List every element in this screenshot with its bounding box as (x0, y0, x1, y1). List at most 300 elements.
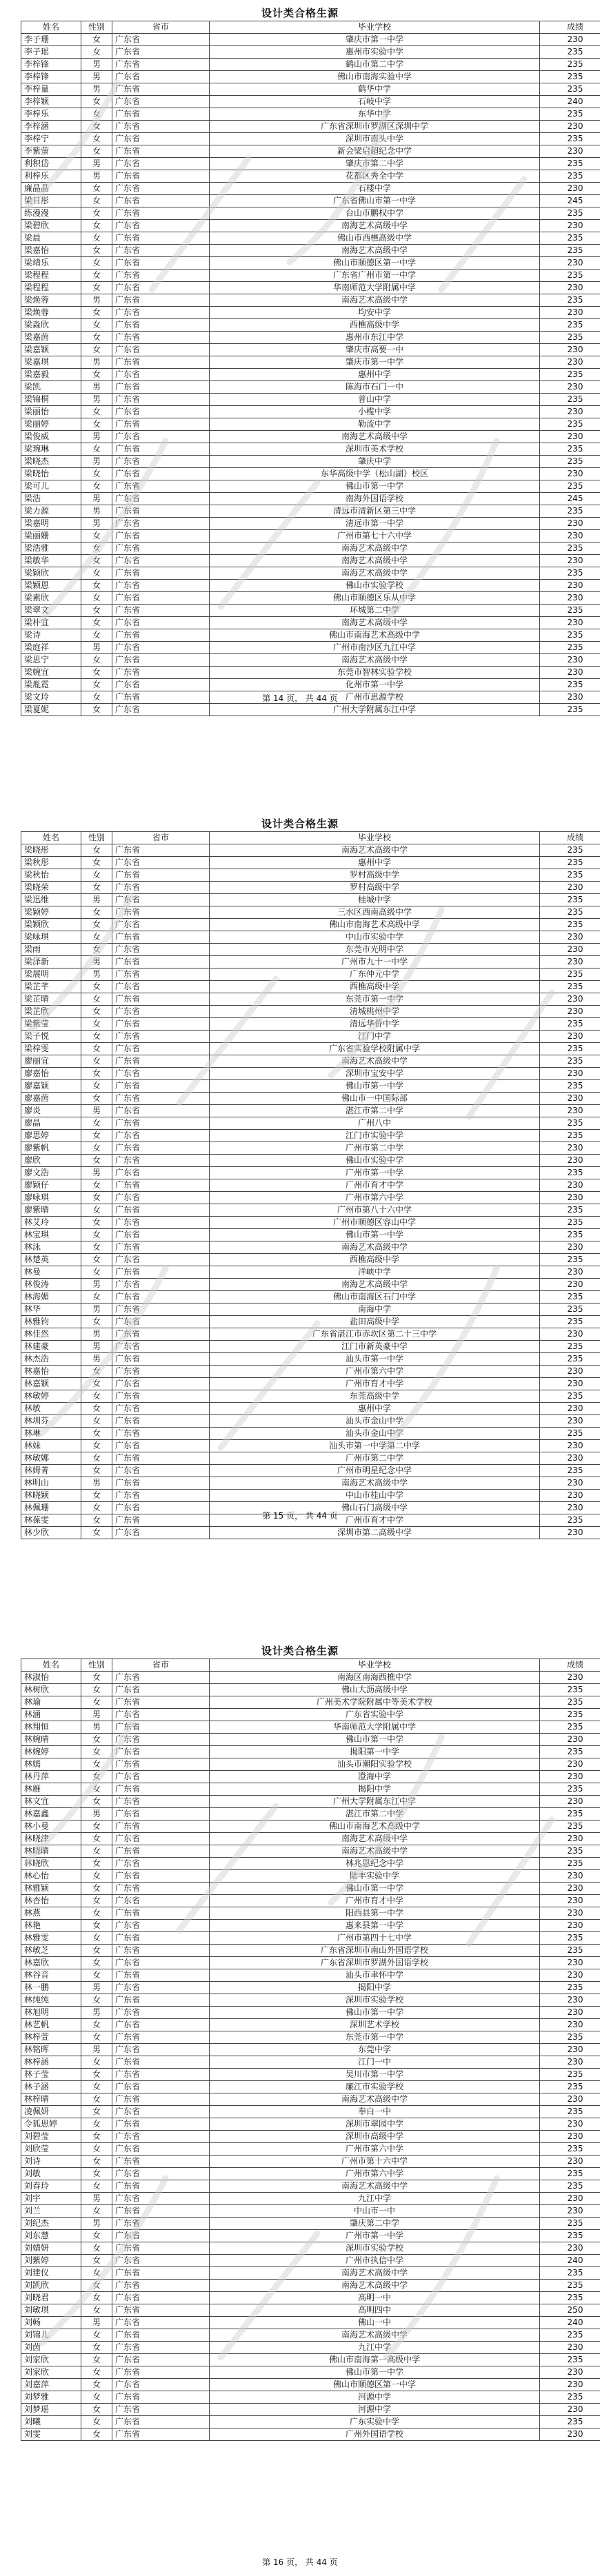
cell-sex: 男 (81, 170, 112, 183)
cell-province: 广东省 (112, 2143, 210, 2156)
cell-province: 广东省 (112, 2391, 210, 2404)
cell-score: 230 (540, 555, 600, 567)
cell-name: 梁素欣 (21, 592, 81, 605)
cell-school: 西樵高级中学 (210, 981, 540, 993)
table-row (21, 1932, 600, 1945)
cell-province: 广东省 (112, 555, 210, 567)
cell-province: 广东省 (112, 1982, 210, 1994)
cell-score: 230 (540, 1328, 600, 1341)
table-row (21, 857, 600, 869)
cell-score: 230 (540, 1771, 600, 1783)
cell-name: 梁雨 (21, 944, 81, 956)
cell-score: 245 (540, 195, 600, 207)
cell-score: 235 (540, 1465, 600, 1477)
cell-province: 广东省 (112, 981, 210, 993)
table-row (21, 1353, 600, 1366)
cell-school: 深圳市美术学校 (210, 443, 540, 456)
cell-province: 广东省 (112, 1746, 210, 1758)
cell-school: 深圳市实验学校 (210, 2242, 540, 2255)
cell-name: 李子瑶 (21, 46, 81, 59)
cell-score: 235 (540, 1341, 600, 1353)
cell-sex: 女 (81, 2205, 112, 2218)
cell-province: 广东省 (112, 1870, 210, 1883)
cell-sex: 女 (81, 2131, 112, 2143)
cell-school: 广州八中 (210, 1117, 540, 1130)
cell-name: 刘宇 (21, 2193, 81, 2205)
cell-school: 小榄中学 (210, 406, 540, 418)
cell-province: 广东省 (112, 1378, 210, 1390)
cell-name: 梁咏琪 (21, 931, 81, 944)
cell-score: 235 (540, 1353, 600, 1366)
cell-school: 东莞高级中学 (210, 1390, 540, 1403)
cell-province: 广东省 (112, 1403, 210, 1415)
table-row (21, 1415, 600, 1428)
cell-school: 河源中学 (210, 2404, 540, 2416)
cell-school: 河源中学 (210, 2391, 540, 2404)
cell-score: 235 (540, 158, 600, 170)
cell-name: 廖咏琪 (21, 1192, 81, 1204)
cell-school: 揭阳中学 (210, 1982, 540, 1994)
cell-name: 李梓锋 (21, 59, 81, 71)
cell-score: 230 (540, 993, 600, 1006)
cell-province: 广东省 (112, 2180, 210, 2193)
cell-province: 广东省 (112, 1969, 210, 1982)
cell-sex: 女 (81, 2255, 112, 2267)
cell-score: 235 (540, 2069, 600, 2081)
cell-sex: 女 (81, 1204, 112, 1217)
cell-name: 刘诗 (21, 2156, 81, 2168)
cell-score: 230 (540, 1758, 600, 1771)
table-row (21, 133, 600, 145)
table-row (21, 1279, 600, 1291)
cell-province: 广东省 (112, 1266, 210, 1279)
table-row (21, 869, 600, 882)
cell-score: 230 (540, 2118, 600, 2131)
table-row (21, 1957, 600, 1969)
cell-province: 广东省 (112, 418, 210, 431)
cell-school: 广州市第十六中学 (210, 2156, 540, 2168)
table-row (21, 2131, 600, 2143)
cell-sex: 女 (81, 2416, 112, 2428)
cell-school: 惠州市实验中学 (210, 46, 540, 59)
cell-sex: 女 (81, 1366, 112, 1378)
cell-score: 235 (540, 2292, 600, 2304)
cell-province: 广东省 (112, 381, 210, 394)
cell-name: 梁晓荣 (21, 882, 81, 894)
cell-score: 230 (540, 1883, 600, 1895)
cell-score: 250 (540, 2304, 600, 2317)
cell-sex: 女 (81, 944, 112, 956)
cell-sex: 女 (81, 1833, 112, 1845)
table-row (21, 2218, 600, 2230)
cell-province: 广东省 (112, 2255, 210, 2267)
cell-school: 汕头市聿怀中学 (210, 1969, 540, 1982)
cell-province: 广东省 (112, 2056, 210, 2069)
cell-name: 梁文玲 (21, 691, 81, 704)
cell-province: 广东省 (112, 1192, 210, 1204)
cell-score: 230 (540, 145, 600, 158)
cell-score: 235 (540, 642, 600, 654)
cell-name: 刘敏琪 (21, 2304, 81, 2317)
cell-name: 梁子悦 (21, 1031, 81, 1043)
cell-province: 广东省 (112, 456, 210, 468)
cell-school: 揭阳中学 (210, 1783, 540, 1796)
cell-school: 清远华侨中学 (210, 1018, 540, 1031)
cell-school: 广州美术学院附属中等美术学校 (210, 1696, 540, 1709)
table-row (21, 1982, 600, 1994)
table-row (21, 431, 600, 443)
cell-school: 佛山石门高级中学 (210, 1502, 540, 1514)
cell-score: 230 (540, 956, 600, 968)
cell-name: 林姆菁 (21, 1465, 81, 1477)
cell-sex: 男 (81, 1167, 112, 1179)
cell-sex: 女 (81, 195, 112, 207)
cell-sex: 女 (81, 2404, 112, 2416)
cell-name: 廖文浩 (21, 1167, 81, 1179)
cell-sex: 女 (81, 332, 112, 344)
cell-sex: 女 (81, 1527, 112, 1539)
cell-score: 245 (540, 493, 600, 505)
table-row (21, 2069, 600, 2081)
cell-province: 广东省 (112, 1155, 210, 1167)
cell-sex: 女 (81, 654, 112, 667)
cell-school: 深圳市高级中学 (210, 2131, 540, 2143)
cell-score: 240 (540, 2255, 600, 2267)
cell-sex: 男 (81, 2007, 112, 2019)
cell-name: 梁胤霓 (21, 679, 81, 691)
cell-province: 广东省 (112, 1440, 210, 1452)
cell-school: 南海艺术高级中学 (210, 567, 540, 580)
cell-province: 广东省 (112, 505, 210, 518)
cell-school: 广东实验中学 (210, 2416, 540, 2428)
cell-sex: 女 (81, 480, 112, 493)
cell-school: 广州市育才中学 (210, 1514, 540, 1527)
cell-score: 235 (540, 1229, 600, 1241)
table-row (21, 307, 600, 319)
table-row (21, 629, 600, 642)
cell-school: 广东省佛山市第一中学 (210, 195, 540, 207)
cell-province: 广东省 (112, 133, 210, 145)
cell-school: 广东省实验中学 (210, 1709, 540, 1721)
cell-name: 练漫漫 (21, 207, 81, 220)
cell-score: 230 (540, 1440, 600, 1452)
page-16-title: 设计类合格生源 (261, 1645, 339, 1657)
cell-province: 广东省 (112, 1821, 210, 1833)
cell-sex: 女 (81, 1018, 112, 1031)
cell-school: 深圳市翠园中学 (210, 2118, 540, 2131)
cell-sex: 女 (81, 844, 112, 857)
cell-score: 235 (540, 1316, 600, 1328)
cell-province: 广东省 (112, 1167, 210, 1179)
cell-score: 235 (540, 1043, 600, 1055)
cell-score: 230 (540, 1969, 600, 1982)
cell-name: 梁紫莹 (21, 1018, 81, 1031)
cell-name: 梁庭祥 (21, 642, 81, 654)
cell-province: 广东省 (112, 195, 210, 207)
table-row (21, 505, 600, 518)
table-row (21, 1266, 600, 1279)
cell-province: 广东省 (112, 1994, 210, 2007)
cell-score: 230 (540, 1093, 600, 1105)
cell-score: 235 (540, 1709, 600, 1721)
cell-province: 广东省 (112, 2031, 210, 2044)
cell-province: 广东省 (112, 257, 210, 270)
cell-name: 林一鹏 (21, 1982, 81, 1994)
cell-name: 林谷音 (21, 1969, 81, 1982)
cell-name: 林圳芬 (21, 1415, 81, 1428)
cell-score: 235 (540, 1055, 600, 1068)
table-row (21, 1771, 600, 1783)
cell-name: 李梓颖 (21, 96, 81, 108)
cell-sex: 女 (81, 2267, 112, 2280)
cell-province: 广东省 (112, 629, 210, 642)
cell-province: 广东省 (112, 1353, 210, 1366)
cell-school: 化州市第一中学 (210, 679, 540, 691)
cell-score: 230 (540, 34, 600, 46)
cell-province: 广东省 (112, 679, 210, 691)
cell-school: 高明一中 (210, 2292, 540, 2304)
cell-sex: 女 (81, 2106, 112, 2118)
cell-province: 广东省 (112, 956, 210, 968)
cell-score: 235 (540, 567, 600, 580)
table-row (21, 981, 600, 993)
header-score: 成绩 (540, 21, 600, 34)
cell-province: 广东省 (112, 1415, 210, 1428)
cell-score: 235 (540, 332, 600, 344)
cell-name: 林雅颖 (21, 1883, 81, 1895)
cell-score: 235 (540, 844, 600, 857)
table-row (21, 1055, 600, 1068)
cell-province: 广东省 (112, 145, 210, 158)
header-province: 省市 (112, 1659, 210, 1672)
cell-sex: 男 (81, 1808, 112, 1821)
cell-score: 235 (540, 232, 600, 245)
table-row (21, 34, 600, 46)
cell-score: 230 (540, 2379, 600, 2391)
cell-province: 广东省 (112, 294, 210, 307)
table-row (21, 1006, 600, 1018)
cell-province: 广东省 (112, 1920, 210, 1932)
cell-name: 刘雯 (21, 2428, 81, 2441)
table-row (21, 2168, 600, 2180)
cell-sex: 女 (81, 1465, 112, 1477)
cell-school: 惠州中学 (210, 1403, 540, 1415)
cell-school: 江门市新英豪中学 (210, 1341, 540, 1353)
cell-province: 广东省 (112, 530, 210, 542)
table-row (21, 2342, 600, 2354)
table-row (21, 2031, 600, 2044)
cell-sex: 女 (81, 1746, 112, 1758)
page-14-footer: 第 14 页， 共 44 页 (262, 693, 338, 703)
cell-score: 235 (540, 170, 600, 183)
cell-sex: 男 (81, 356, 112, 369)
cell-sex: 女 (81, 307, 112, 319)
table-row (21, 2416, 600, 2428)
cell-name: 林雅雯 (21, 1932, 81, 1945)
cell-score: 230 (540, 2404, 600, 2416)
cell-name: 廉晶晶 (21, 183, 81, 195)
cell-name: 刘春玲 (21, 2180, 81, 2193)
table-row (21, 642, 600, 654)
cell-sex: 女 (81, 2379, 112, 2391)
cell-province: 广东省 (112, 170, 210, 183)
cell-name: 令狐思婷 (21, 2118, 81, 2131)
table-row (21, 1080, 600, 1093)
cell-sex: 女 (81, 542, 112, 555)
cell-sex: 女 (81, 1771, 112, 1783)
cell-province: 广东省 (112, 1672, 210, 1684)
table-row (21, 2007, 600, 2019)
cell-sex: 女 (81, 555, 112, 567)
cell-sex: 男 (81, 2218, 112, 2230)
table-row (21, 1217, 600, 1229)
cell-name: 林艺帆 (21, 2019, 81, 2031)
table-row (21, 906, 600, 919)
cell-name: 刘纪杰 (21, 2218, 81, 2230)
cell-province: 广东省 (112, 1080, 210, 1093)
cell-name: 林晓欣 (21, 1858, 81, 1870)
cell-score: 235 (540, 1117, 600, 1130)
cell-sex: 女 (81, 1254, 112, 1266)
table-row (21, 1452, 600, 1465)
cell-province: 广东省 (112, 1179, 210, 1192)
cell-name: 刘曦 (21, 2416, 81, 2428)
table-row (21, 542, 600, 555)
cell-school: 东莞市第一中学 (210, 993, 540, 1006)
cell-name: 梁琬琳 (21, 443, 81, 456)
cell-score: 235 (540, 1721, 600, 1734)
table-row (21, 1117, 600, 1130)
cell-score: 235 (540, 369, 600, 381)
cell-sex: 女 (81, 993, 112, 1006)
table-row (21, 1490, 600, 1502)
cell-school: 广东省深圳市南山外国语学校 (210, 1945, 540, 1957)
cell-province: 广东省 (112, 406, 210, 418)
table-row (21, 121, 600, 133)
cell-sex: 女 (81, 257, 112, 270)
cell-school: 南海艺术高级中学 (210, 1477, 540, 1490)
cell-sex: 女 (81, 1093, 112, 1105)
cell-name: 梁凯 (21, 381, 81, 394)
table-row (21, 270, 600, 282)
table-row (21, 1328, 600, 1341)
cell-name: 梁婉宜 (21, 667, 81, 679)
cell-sex: 女 (81, 906, 112, 919)
cell-province: 广东省 (112, 394, 210, 406)
cell-sex: 女 (81, 2118, 112, 2131)
cell-school: 南海艺术高级中学 (210, 2093, 540, 2106)
cell-sex: 男 (81, 1721, 112, 1734)
cell-score: 230 (540, 2056, 600, 2069)
cell-name: 林小曼 (21, 1821, 81, 1833)
cell-name: 梁颖恩 (21, 580, 81, 592)
cell-province: 广东省 (112, 2304, 210, 2317)
cell-sex: 女 (81, 1142, 112, 1155)
cell-score: 235 (540, 319, 600, 332)
cell-score: 230 (540, 1920, 600, 1932)
cell-school: 广州市第六中学 (210, 1192, 540, 1204)
table-row (21, 704, 600, 716)
cell-score: 230 (540, 220, 600, 232)
table-row (21, 108, 600, 121)
header-province: 省市 (112, 21, 210, 34)
table-row (21, 46, 600, 59)
cell-school: 佛山市一中国际部 (210, 1093, 540, 1105)
cell-score: 230 (540, 1378, 600, 1390)
cell-sex: 女 (81, 96, 112, 108)
cell-province: 广东省 (112, 1006, 210, 1018)
cell-score: 230 (540, 257, 600, 270)
cell-sex: 女 (81, 2056, 112, 2069)
cell-sex: 男 (81, 1341, 112, 1353)
cell-province: 广东省 (112, 2081, 210, 2093)
table-row (21, 919, 600, 931)
cell-sex: 女 (81, 1043, 112, 1055)
cell-score: 235 (540, 679, 600, 691)
cell-school: 南海艺术高级中学 (210, 431, 540, 443)
cell-sex: 女 (81, 282, 112, 294)
cell-school: 广东省深圳市罗湖区深圳中学 (210, 121, 540, 133)
cell-name: 廖思婷 (21, 1130, 81, 1142)
cell-sex: 女 (81, 1758, 112, 1771)
cell-score: 230 (540, 1870, 600, 1883)
cell-school: 南海艺术高级中学 (210, 2280, 540, 2292)
table-row (21, 2205, 600, 2218)
cell-province: 广东省 (112, 220, 210, 232)
cell-score: 230 (540, 1502, 600, 1514)
cell-name: 廖紫晴 (21, 1204, 81, 1217)
cell-name: 梁力源 (21, 505, 81, 518)
cell-score: 235 (540, 2031, 600, 2044)
cell-province: 广东省 (112, 993, 210, 1006)
cell-name: 刘凯欣 (21, 2280, 81, 2292)
cell-name: 刘锦儿 (21, 2329, 81, 2342)
cell-province: 广东省 (112, 654, 210, 667)
page-14-title: 设计类合格生源 (261, 7, 339, 19)
cell-sex: 女 (81, 679, 112, 691)
table-row (21, 993, 600, 1006)
cell-score: 230 (540, 2193, 600, 2205)
cell-province: 广东省 (112, 2280, 210, 2292)
cell-school: 深圳艺术学校 (210, 2019, 540, 2031)
cell-school: 广州市南沙区九江中学 (210, 642, 540, 654)
table-row (21, 2280, 600, 2292)
cell-sex: 女 (81, 121, 112, 133)
cell-name: 林佩珊 (21, 1502, 81, 1514)
cell-province: 广东省 (112, 2354, 210, 2366)
cell-sex: 男 (81, 493, 112, 505)
cell-sex: 女 (81, 2342, 112, 2354)
cell-sex: 女 (81, 1080, 112, 1093)
cell-province: 广东省 (112, 319, 210, 332)
cell-score: 235 (540, 1291, 600, 1304)
cell-score: 235 (540, 2416, 600, 2428)
cell-province: 广东省 (112, 1452, 210, 1465)
cell-name: 梁日彤 (21, 195, 81, 207)
cell-school: 广州市第六中学 (210, 2168, 540, 2180)
cell-name: 林敏婷 (21, 1390, 81, 1403)
table-row (21, 1858, 600, 1870)
cell-sex: 女 (81, 1179, 112, 1192)
cell-name: 林敏芝 (21, 1945, 81, 1957)
table-row (21, 2404, 600, 2416)
cell-province: 广东省 (112, 158, 210, 170)
cell-school: 佛山市南海艺术高级中学 (210, 629, 540, 642)
cell-sex: 女 (81, 1266, 112, 1279)
cell-school: 惠州中学 (210, 369, 540, 381)
cell-score: 235 (540, 981, 600, 993)
cell-name: 梁浩雅 (21, 542, 81, 555)
